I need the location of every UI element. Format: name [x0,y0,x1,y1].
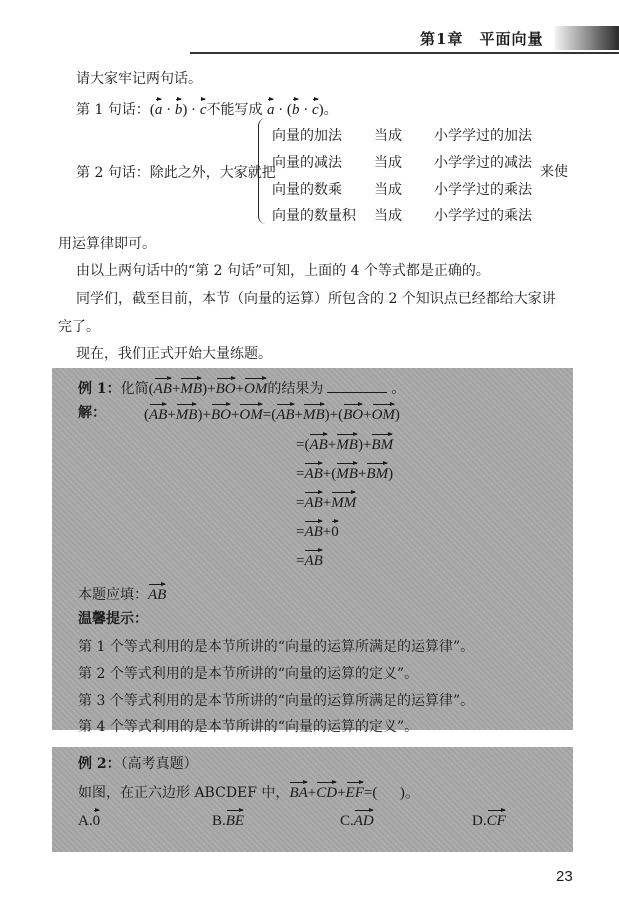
example-1-question: 例 1：化简(AB+MB)+BO+OM的结果为 。 [78,376,405,398]
rule-row: 向量的加法 当成 小学学过的加法 [272,128,532,144]
sentence-2-prefix: 第 2 句话：除此之外，大家就把 [76,165,276,181]
chapter-title: 平面向量 [479,30,544,48]
option-c: C.AD [340,808,374,830]
paragraph: 同学们，截至目前，本节（向量的运算）所包含的 2 个知识点已经都给大家讲 [76,291,556,307]
paragraph: 现在，我们正式开始大量练题。 [76,346,272,362]
option-d: D.CF [472,808,506,830]
sentence-1: 第 1 句话：(a · b) · c不能写成 a · (b · c)。 [76,97,338,119]
sentence-2-suffix: 来使 [540,164,568,180]
curly-brace [258,118,269,224]
intro-line: 请大家牢记两句话。 [76,71,202,87]
solution-label: 解： [78,405,106,421]
example-2-question: 如图，在正六边形 ABCDEF 中，BA+CD+EF=( )。 [78,780,420,802]
solution-step: (AB+MB)+BO+OM=(AB+MB)+(BO+OM) [144,402,400,424]
option-b: B.BE [212,808,244,830]
solution-step: =AB [296,548,323,570]
tip-item: 第 3 个等式利用的是本节所讲的“向量的运算所满足的运算律”。 [78,693,475,709]
option-a: A.0 [78,808,100,830]
answer-blank [327,380,387,393]
chapter-number: 第1章 [420,30,464,48]
page-header [0,0,619,60]
rule-row: 向量的数量积 当成 小学学过的乘法 [272,208,532,224]
tip-item: 第 4 个等式利用的是本节所讲的“向量的运算的定义”。 [78,719,419,735]
answer-line: 本题应填：AB [78,582,166,604]
header-rule [190,52,619,54]
rule-row: 向量的数乘 当成 小学学过的乘法 [272,182,532,198]
chapter-heading [420,28,543,49]
rule-row: 向量的减法 当成 小学学过的减法 [272,155,532,171]
page-number: 23 [556,868,573,885]
header-gradient-block [555,26,619,50]
solution-step: =AB+MM [296,490,356,512]
example-2-heading: 例 2：（高考真题） [78,756,198,772]
solution-step: =AB+(MB+BM) [296,461,393,483]
sentence-2-continuation: 用运算律即可。 [58,236,156,252]
tip-item: 第 2 个等式利用的是本节所讲的“向量的运算的定义”。 [78,666,419,682]
paragraph: 由以上两句话中的“第 2 句话”可知，上面的 4 个等式都是正确的。 [76,263,490,279]
tips-title: 温馨提示： [78,611,148,627]
tip-item: 第 1 个等式利用的是本节所讲的“向量的运算所满足的运算律”。 [78,639,475,655]
solution-step: =AB+0 [296,519,339,541]
paragraph: 完了。 [58,319,100,335]
solution-step: =(AB+MB)+BM [296,432,393,454]
